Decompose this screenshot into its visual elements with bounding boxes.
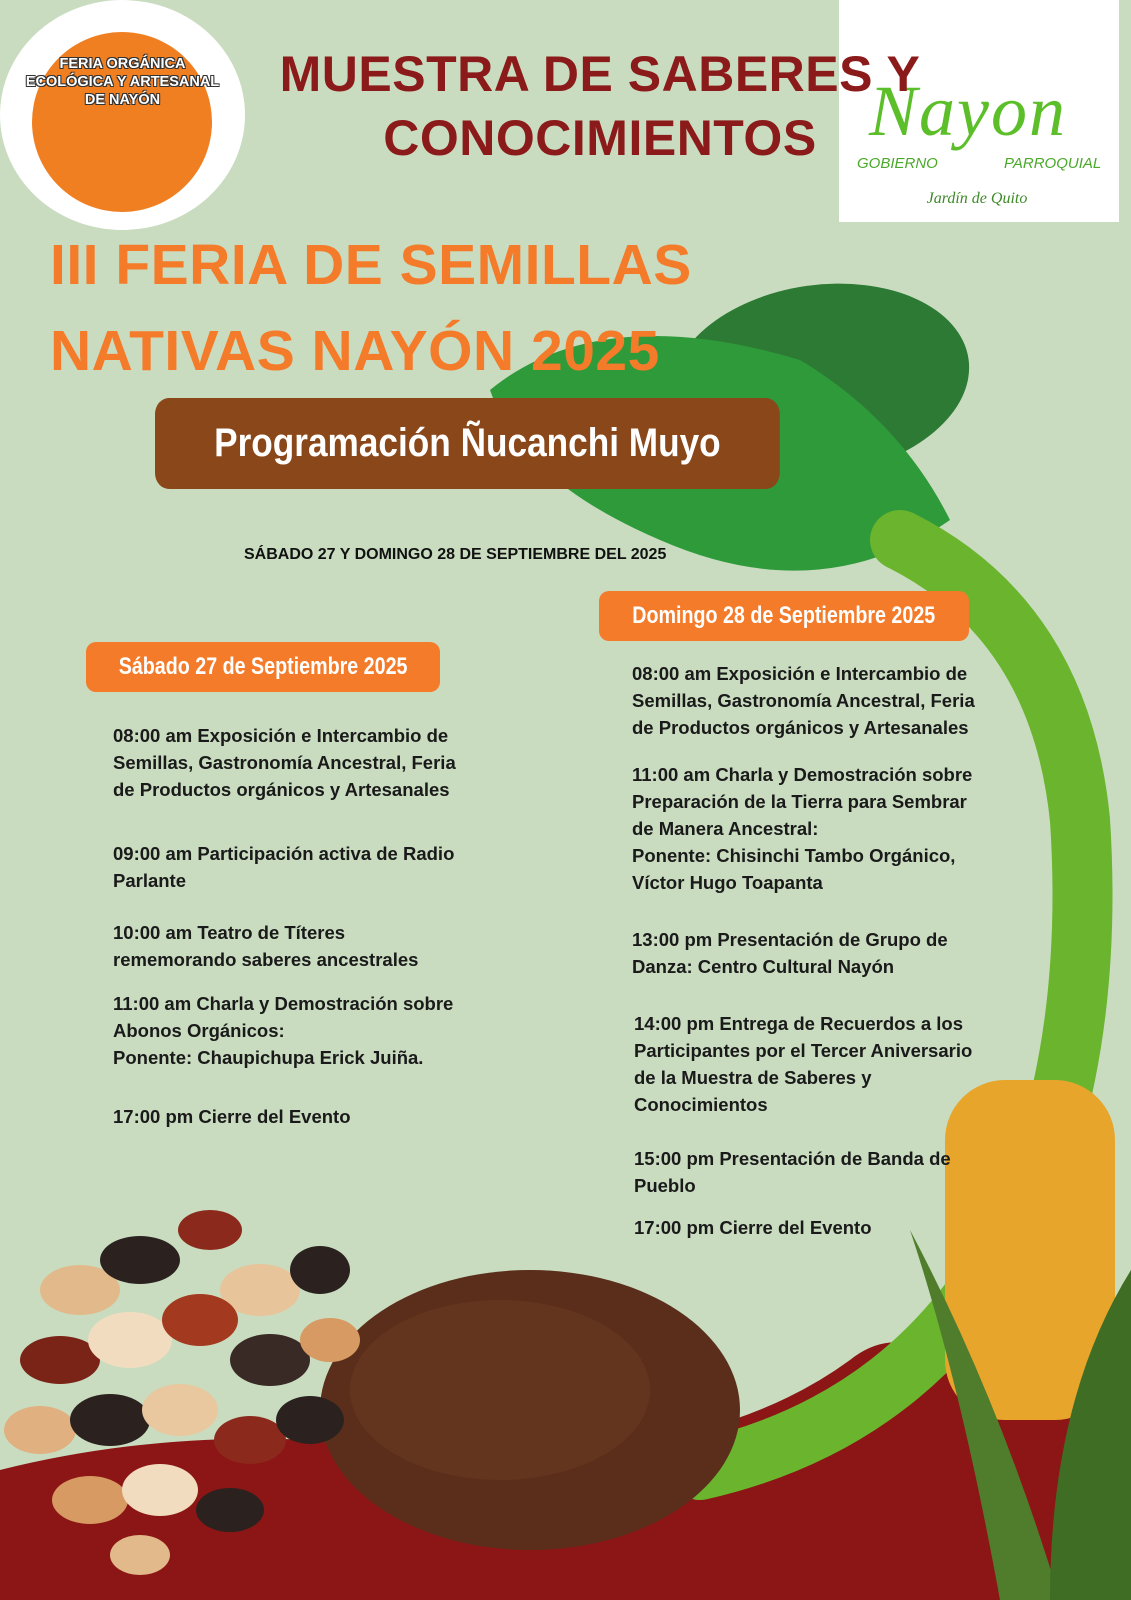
- sunday-header: [599, 591, 969, 641]
- sunday-item: 17:00 pm Cierre del Evento: [634, 1217, 872, 1238]
- saturday-label: Sábado 27 de Septiembre 2025: [118, 653, 408, 680]
- sunday-item: 11:00 am Charla y Demostración sobre Preparación de la Tierra para Sembrar de Manera Ancestral: Ponente: Chisinchi Tambo Orgánico, Víctor Hugo Toapanta: [632, 764, 973, 893]
- saturday-header: [86, 642, 440, 692]
- main-title-line2: CONOCIMIENTOS: [383, 110, 817, 166]
- saturday-item: 08:00 am Exposición e Intercambio de Semillas, Gastronomía Ancestral, Feria de Productos orgánicos y Artesanales: [113, 725, 456, 800]
- feria-organica-logo: [0, 0, 245, 230]
- logo-gobierno-text: GOBIERNO: [857, 155, 938, 172]
- saturday-item: 09:00 am Participación activa de Radio Parlante: [113, 843, 455, 891]
- sunday-item: 13:00 pm Presentación de Grupo de Danza: Centro Cultural Nayón: [632, 929, 948, 977]
- sunday-label: Domingo 28 de Septiembre 2025: [632, 602, 936, 629]
- main-title-line1: MUESTRA DE SABERES Y: [279, 46, 921, 102]
- logo-nayon-text: Nayon: [869, 71, 1067, 151]
- event-dates: SÁBADO 27 Y DOMINGO 28 DE SEPTIEMBRE DEL 2025: [244, 546, 667, 563]
- saturday-item: 17:00 pm Cierre del Evento: [113, 1106, 351, 1127]
- fair-title-line1: III FERIA DE SEMILLAS: [50, 233, 692, 297]
- sunday-item: 14:00 pm Entrega de Recuerdos a los Participantes por el Tercer Aniversario de la Muestra de Saberes y Conocimientos: [634, 1013, 973, 1115]
- program-label: Programación Ñucanchi Muyo: [214, 421, 721, 465]
- fair-title: [50, 222, 692, 394]
- fair-title-line2: NATIVAS NAYÓN 2025: [50, 319, 660, 383]
- main-title: [270, 42, 930, 170]
- sunday-item: 08:00 am Exposición e Intercambio de Semillas, Gastronomía Ancestral, Feria de Productos orgánicos y Artesanales: [632, 663, 975, 738]
- saturday-item: 10:00 am Teatro de Títeres rememorando saberes ancestrales: [113, 922, 419, 970]
- seed-highlight: [350, 1300, 650, 1480]
- logo-tagline: Jardín de Quito: [926, 190, 1028, 207]
- program-banner: [155, 398, 780, 489]
- logo-left-text: FERIA ORGÁNICA ECOLÓGICA Y ARTESANAL DE NAYÓN: [25, 56, 220, 108]
- saturday-item: 11:00 am Charla y Demostración sobre Abonos Orgánicos: Ponente: Chaupichupa Erick Juiña.: [113, 993, 454, 1068]
- sunday-item: 15:00 pm Presentación de Banda de Pueblo: [634, 1148, 951, 1196]
- logo-parroquial-text: PARROQUIAL: [1004, 155, 1102, 172]
